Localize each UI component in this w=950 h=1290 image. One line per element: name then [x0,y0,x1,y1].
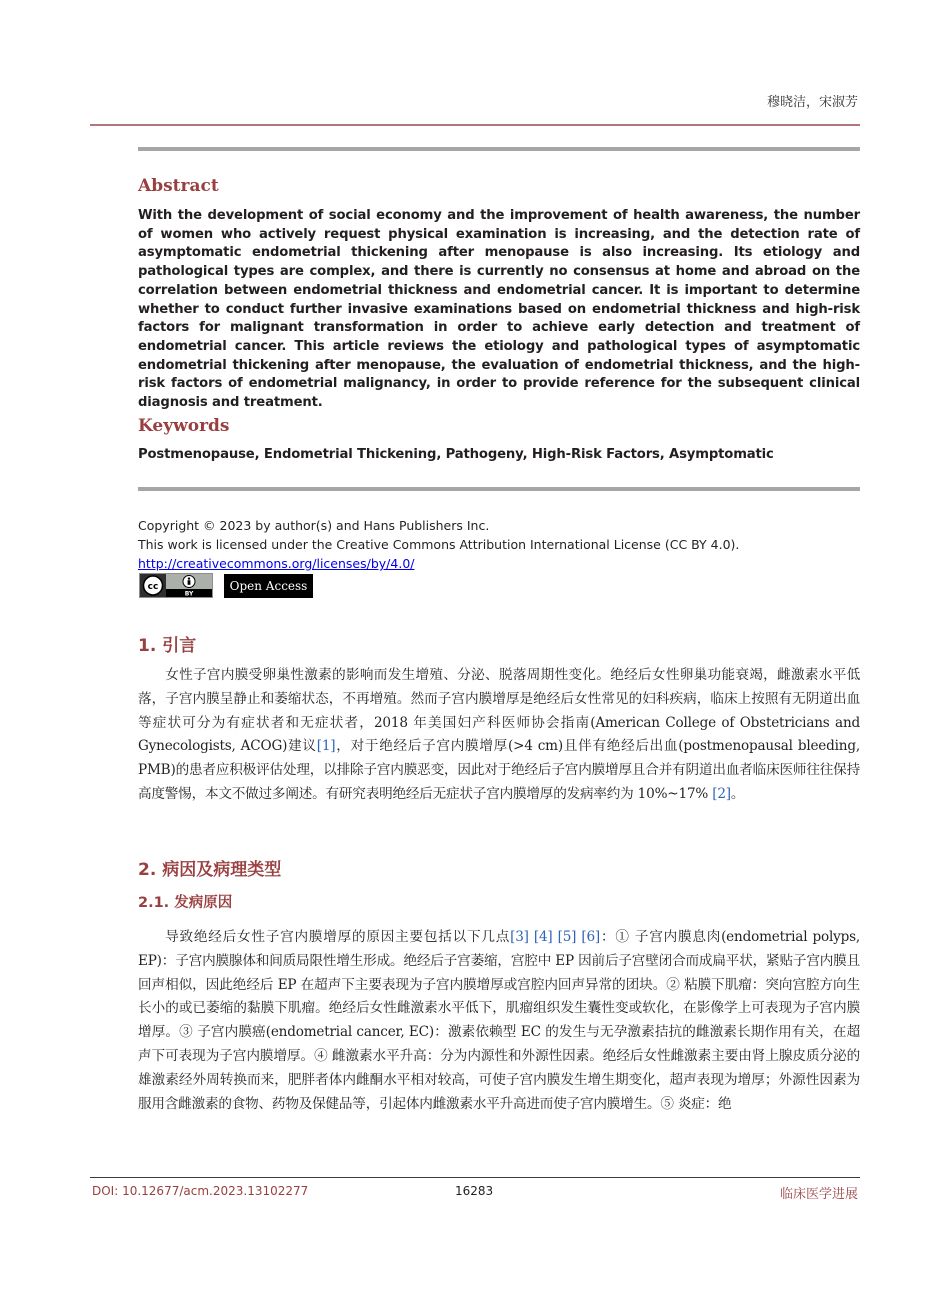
open-access-badge[interactable]: Open Access [224,574,313,598]
cc-by-badge[interactable] [139,573,213,598]
footer-journal: 临床医学进展 [779,1187,858,1202]
section-2-1-paragraph [138,926,860,1116]
keywords-text: Postmenopause, Endometrial Thickening, Pathogeny, High-Risk Factors, Asymptomatic [138,447,774,462]
paragraph-text: ，对于绝经后子宫内膜增厚(>4 cm)且伴有绝经后出血(postmenopausal bleeding, PMB)的患者应积极评估处理，以排除子宫内膜恶变，因此对于绝经后子宫内膜增厚且合并有阴道出血者临床医师往往保持高度警惕，本文不做过多阐述。有研究表明绝经后无症状子宫内膜增厚的发病率约为 10%~17% [138,738,860,802]
copyright-block [138,516,739,573]
by-label: BY [184,590,194,597]
abstract-top-divider [138,147,860,151]
section-2-heading: 2. 病因及病理类型 [138,860,282,880]
paragraph-text: 。 [730,785,745,802]
footer-doi: DOI: 10.12677/acm.2023.13102277 [92,1184,309,1198]
license-link[interactable]: http://creativecommons.org/licenses/by/4.0/ [138,556,415,571]
section-2-1-heading: 2.1. 发病原因 [138,895,233,911]
header-divider [90,124,860,126]
citation-links[interactable]: [3] [4] [5] [6] [510,929,601,945]
keywords-heading: Keywords [138,416,230,436]
cc-label: cc [147,582,159,592]
paragraph-text: 导致绝经后女性子宫内膜增厚的原因主要包括以下几点 [165,929,511,945]
citation-link[interactable]: [1] [316,738,336,755]
section-1-heading: 1. 引言 [138,636,197,656]
copyright-line: Copyright © 2023 by author(s) and Hans Publishers Inc. [138,518,490,533]
abstract-bottom-divider [138,487,860,491]
abstract-heading: Abstract [138,176,219,196]
paragraph-text: 女性子宫内膜受卵巢性激素的影响而发生增殖、分泌、脱落周期性变化。绝经后女性卵巢功能衰竭，雌激素水平低落，子宫内膜呈静止和萎缩状态，不再增殖。然而子宫内膜增厚是绝经后女性常见的妇科疾病，临床上按照有无阴道出血等症状可分为有症状者和无症状者，2018 年美国妇产科医师协会指南(American College of Obstetricians and Gynecologists, ACOG)建议 [138,667,860,755]
cc-by-icon [140,574,212,597]
abstract-text: With the development of social economy and the improvement of health awareness, the number of women who actively request physical examination is increasing, and the detection rate of asymptomatic endometrial thickening after menopause is also increasing. Its etiology and pathological types are complex, and there is currently no consensus at home and abroad on the correlation between endometrial thickness and endometrial cancer. It is important to determine whether to conduct further invasive examinations based on endometrial thickness and high-risk factors for malignant transformation in order to achieve early detection and treatment of endometrial cancer. This article reviews the etiology and pathological types of asymptomatic endometrial thickening after menopause, the evaluation of endometrial thickness, and the high-risk factors of endometrial malignancy, in order to provide reference for the subsequent clinical diagnosis and treatment. [138,208,860,411]
page-number: 16283 [455,1184,494,1198]
citation-link[interactable]: [2] [712,785,731,802]
section-1-paragraph [138,664,860,807]
paragraph-text: ：① 子宫内膜息肉(endometrial polyps, EP)：子宫内膜腺体和间质局限性增生形成。绝经后子宫萎缩，宫腔中 EP 因前后子宫壁闭合而成扁平状，紧贴子宫内膜且回声相似，因此绝经后 EP 在超声下主要表现为子宫内膜增厚或宫腔内回声异常的团块。② 粘膜下肌瘤：突向宫腔方向生长小的或已萎缩的黏膜下肌瘤。绝经后女性雌激素水平低下，肌瘤组织发生囊性变或软化，在影像学上可表现为子宫内膜增厚。③ 子宫内膜癌(endometrial cancer, EC)：激素依赖型 EC 的发生与无孕激素拮抗的雌激素长期作用有关，在超声下可表现为子宫内膜增厚。④ 雌激素水平升高：分为内源性和外源性因素。绝经后女性雌激素主要由肾上腺皮质分泌的雄激素经外周转换而来，肥胖者体内雌酮水平相对较高，可使子宫内膜发生增生期变化，超声表现为增厚；外源性因素为服用含雌激素的食物、药物及保健品等，引起体内雌激素水平升高进而使子宫内膜增生。⑤ 炎症：绝 [138,929,860,1112]
footer-divider [90,1177,860,1178]
license-line: This work is licensed under the Creative Commons Attribution International License (CC BY 4.0). [138,537,740,552]
header-authors: 穆晓洁，宋淑芳 [766,95,858,110]
